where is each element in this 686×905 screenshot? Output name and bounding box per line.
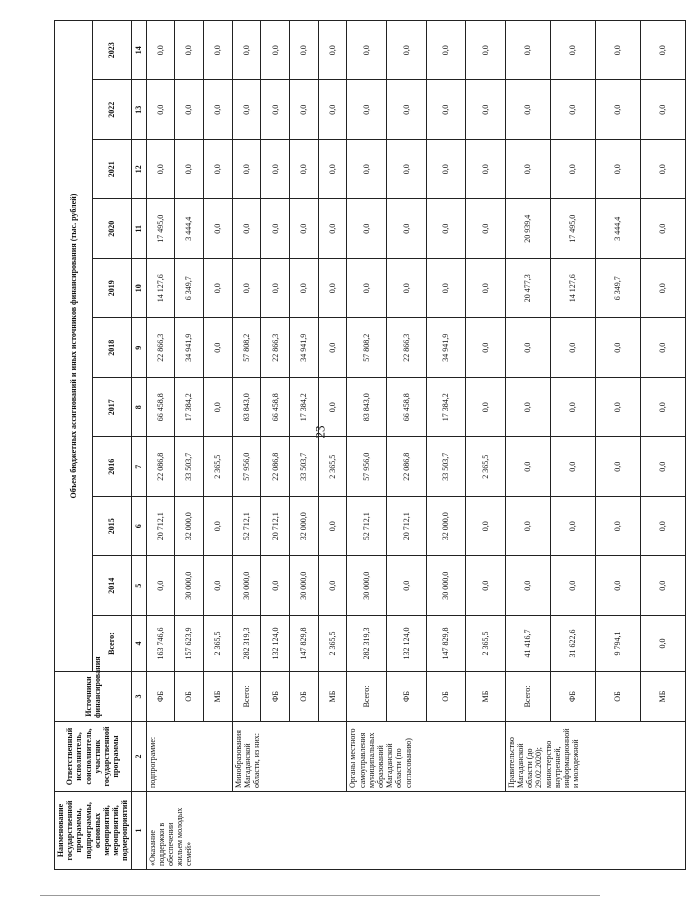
year-value-cell: 0,0 xyxy=(641,318,686,378)
header-year: 2015 xyxy=(93,497,131,557)
header-year: 2017 xyxy=(93,378,131,438)
year-value-cell: 0,0 xyxy=(387,556,427,616)
year-value-cell: 0,0 xyxy=(146,21,175,81)
year-value-cell: 0,0 xyxy=(232,21,261,81)
source-cell: ФБ xyxy=(387,672,427,722)
year-value-cell: 57 956,0 xyxy=(347,437,387,497)
year-value-cell: 30 000,0 xyxy=(175,556,204,616)
year-value-cell: 66 458,8 xyxy=(261,378,290,438)
year-value-cell: 66 458,8 xyxy=(387,378,427,438)
source-cell: МБ xyxy=(641,672,686,722)
year-value-cell: 0,0 xyxy=(466,259,506,319)
year-value-cell: 2 365,5 xyxy=(466,437,506,497)
header-program-name: Наименование государственной программы, подпрограммы, основных мероприятий, мероприятий, подмероприятий xyxy=(55,792,132,870)
year-value-cell: 0,0 xyxy=(261,556,290,616)
year-value-cell: 2 365,5 xyxy=(203,437,232,497)
executor-cell: Органы местного самоуправления муниципальных образований Магаданской области (по согласованию) xyxy=(347,722,506,792)
year-value-cell: 0,0 xyxy=(347,80,387,140)
year-value-cell: 0,0 xyxy=(318,140,347,200)
column-number: 4 xyxy=(131,616,146,672)
year-value-cell: 0,0 xyxy=(318,318,347,378)
year-value-cell: 0,0 xyxy=(175,140,204,200)
year-value-cell: 0,0 xyxy=(641,378,686,438)
year-value-cell: 0,0 xyxy=(318,497,347,557)
year-value-cell: 17 495,0 xyxy=(146,199,175,259)
year-value-cell: 0,0 xyxy=(550,80,595,140)
year-value-cell: 57 956,0 xyxy=(232,437,261,497)
source-cell: ОБ xyxy=(595,672,640,722)
year-value-cell: 0,0 xyxy=(595,21,640,81)
year-value-cell: 0,0 xyxy=(261,80,290,140)
funding-table xyxy=(54,20,686,870)
year-value-cell: 3 444,4 xyxy=(595,199,640,259)
executor-cell: Правительство Магаданской области (до 29.02.2020); министерство внутренней, информационной и молодежной xyxy=(505,722,685,792)
year-value-cell: 32 000,0 xyxy=(290,497,319,557)
year-value-cell: 30 000,0 xyxy=(347,556,387,616)
year-value-cell: 34 941,9 xyxy=(175,318,204,378)
year-value-cell: 0,0 xyxy=(387,21,427,81)
header-source: Источники финансирования xyxy=(55,672,132,722)
year-value-cell: 0,0 xyxy=(466,199,506,259)
program-name-cell: «Оказание поддержки в обеспечении жильем молодых семей» xyxy=(146,792,686,870)
total-value-cell: 2 365,5 xyxy=(318,616,347,672)
year-value-cell: 0,0 xyxy=(203,199,232,259)
year-value-cell: 0,0 xyxy=(261,21,290,81)
year-value-cell: 0,0 xyxy=(550,556,595,616)
total-value-cell: 282 319,3 xyxy=(347,616,387,672)
total-value-cell: 0,0 xyxy=(641,616,686,672)
total-value-cell: 2 365,5 xyxy=(466,616,506,672)
source-cell: МБ xyxy=(318,672,347,722)
year-value-cell: 6 349,7 xyxy=(595,259,640,319)
column-number: 10 xyxy=(131,259,146,319)
year-value-cell: 0,0 xyxy=(550,437,595,497)
year-value-cell: 57 808,2 xyxy=(347,318,387,378)
year-value-cell: 0,0 xyxy=(641,21,686,81)
year-value-cell: 0,0 xyxy=(595,437,640,497)
year-value-cell: 0,0 xyxy=(261,140,290,200)
year-value-cell: 0,0 xyxy=(203,80,232,140)
year-value-cell: 0,0 xyxy=(387,199,427,259)
year-value-cell: 0,0 xyxy=(466,140,506,200)
year-value-cell: 6 349,7 xyxy=(175,259,204,319)
source-cell: ФБ xyxy=(550,672,595,722)
header-total: Всего: xyxy=(93,616,131,672)
year-value-cell: 0,0 xyxy=(175,21,204,81)
table-row xyxy=(347,21,387,870)
year-value-cell: 57 808,2 xyxy=(232,318,261,378)
header-year: 2014 xyxy=(93,556,131,616)
column-number: 5 xyxy=(131,556,146,616)
year-value-cell: 0,0 xyxy=(203,497,232,557)
header-executor: Ответственный исполнитель, соисполнитель, участник государственной программы xyxy=(55,722,132,792)
source-cell: ФБ xyxy=(261,672,290,722)
source-cell: МБ xyxy=(466,672,506,722)
header-year: 2022 xyxy=(93,80,131,140)
year-value-cell: 0,0 xyxy=(261,199,290,259)
year-value-cell: 0,0 xyxy=(466,318,506,378)
year-value-cell: 17 495,0 xyxy=(550,199,595,259)
year-value-cell: 0,0 xyxy=(203,259,232,319)
year-value-cell: 0,0 xyxy=(505,497,550,557)
year-value-cell: 0,0 xyxy=(347,140,387,200)
year-value-cell: 0,0 xyxy=(318,80,347,140)
header-year: 2023 xyxy=(93,21,131,81)
table-row xyxy=(505,21,550,870)
column-number: 3 xyxy=(131,672,146,722)
year-value-cell: 0,0 xyxy=(290,140,319,200)
year-value-cell: 0,0 xyxy=(505,378,550,438)
year-value-cell: 0,0 xyxy=(290,80,319,140)
year-value-cell: 20 939,4 xyxy=(505,199,550,259)
table-row xyxy=(146,21,175,870)
total-value-cell: 132 124,0 xyxy=(387,616,427,672)
year-value-cell: 83 843,0 xyxy=(347,378,387,438)
year-value-cell: 0,0 xyxy=(641,199,686,259)
year-value-cell: 0,0 xyxy=(426,199,466,259)
year-value-cell: 0,0 xyxy=(595,318,640,378)
year-value-cell: 0,0 xyxy=(387,259,427,319)
year-value-cell: 22 866,3 xyxy=(387,318,427,378)
year-value-cell: 0,0 xyxy=(595,80,640,140)
page-bottom-line xyxy=(40,895,600,896)
year-value-cell: 0,0 xyxy=(505,80,550,140)
column-number: 6 xyxy=(131,497,146,557)
year-value-cell: 0,0 xyxy=(203,378,232,438)
year-value-cell: 0,0 xyxy=(505,21,550,81)
year-value-cell: 0,0 xyxy=(505,556,550,616)
year-value-cell: 0,0 xyxy=(347,259,387,319)
year-value-cell: 2 365,5 xyxy=(318,437,347,497)
header-year: 2020 xyxy=(93,199,131,259)
year-value-cell: 22 866,3 xyxy=(261,318,290,378)
year-value-cell: 0,0 xyxy=(426,80,466,140)
year-value-cell: 0,0 xyxy=(347,199,387,259)
header-year: 2018 xyxy=(93,318,131,378)
source-cell: ОБ xyxy=(426,672,466,722)
year-value-cell: 17 384,2 xyxy=(426,378,466,438)
year-value-cell: 0,0 xyxy=(426,259,466,319)
page-number: 23 xyxy=(312,425,327,439)
source-cell: Всего: xyxy=(505,672,550,722)
year-value-cell: 83 843,0 xyxy=(232,378,261,438)
year-value-cell: 0,0 xyxy=(466,80,506,140)
year-value-cell: 0,0 xyxy=(466,497,506,557)
year-value-cell: 0,0 xyxy=(232,80,261,140)
year-value-cell: 0,0 xyxy=(232,140,261,200)
year-value-cell: 0,0 xyxy=(641,80,686,140)
source-cell: ОБ xyxy=(290,672,319,722)
year-value-cell: 0,0 xyxy=(550,497,595,557)
year-value-cell: 52 712,1 xyxy=(232,497,261,557)
year-value-cell: 22 086,8 xyxy=(387,437,427,497)
year-value-cell: 14 127,6 xyxy=(146,259,175,319)
year-value-cell: 0,0 xyxy=(146,140,175,200)
total-value-cell: 31 622,6 xyxy=(550,616,595,672)
year-value-cell: 0,0 xyxy=(318,259,347,319)
column-number: 1 xyxy=(131,792,146,870)
year-value-cell: 0,0 xyxy=(290,21,319,81)
column-number: 14 xyxy=(131,21,146,81)
year-value-cell: 0,0 xyxy=(387,140,427,200)
source-cell: Всего: xyxy=(232,672,261,722)
year-value-cell: 0,0 xyxy=(505,437,550,497)
source-cell: ОБ xyxy=(175,672,204,722)
year-value-cell: 0,0 xyxy=(466,556,506,616)
year-value-cell: 0,0 xyxy=(595,378,640,438)
year-value-cell: 0,0 xyxy=(203,556,232,616)
year-value-cell: 30 000,0 xyxy=(426,556,466,616)
year-value-cell: 0,0 xyxy=(175,80,204,140)
year-value-cell: 0,0 xyxy=(641,140,686,200)
year-value-cell: 52 712,1 xyxy=(347,497,387,557)
executor-cell: Минобразования Магаданской области, из них: xyxy=(232,722,347,792)
total-value-cell: 163 746,6 xyxy=(146,616,175,672)
year-value-cell: 0,0 xyxy=(550,318,595,378)
year-value-cell: 0,0 xyxy=(426,140,466,200)
year-value-cell: 0,0 xyxy=(505,140,550,200)
source-cell: ФБ xyxy=(146,672,175,722)
year-value-cell: 33 503,7 xyxy=(175,437,204,497)
year-value-cell: 0,0 xyxy=(641,437,686,497)
column-number: 9 xyxy=(131,318,146,378)
year-value-cell: 0,0 xyxy=(203,140,232,200)
source-cell: МБ xyxy=(203,672,232,722)
year-value-cell: 3 444,4 xyxy=(175,199,204,259)
year-value-cell: 0,0 xyxy=(505,318,550,378)
header-year: 2016 xyxy=(93,437,131,497)
total-value-cell: 41 416,7 xyxy=(505,616,550,672)
year-value-cell: 0,0 xyxy=(595,140,640,200)
year-value-cell: 22 866,3 xyxy=(146,318,175,378)
column-number: 13 xyxy=(131,80,146,140)
header-year: 2021 xyxy=(93,140,131,200)
year-value-cell: 32 000,0 xyxy=(175,497,204,557)
year-value-cell: 0,0 xyxy=(387,80,427,140)
column-number: 2 xyxy=(131,722,146,792)
year-value-cell: 0,0 xyxy=(595,497,640,557)
year-value-cell: 17 384,2 xyxy=(290,378,319,438)
year-value-cell: 20 477,3 xyxy=(505,259,550,319)
year-value-cell: 30 000,0 xyxy=(290,556,319,616)
executor-cell: подпрограмме: xyxy=(146,722,232,792)
year-value-cell: 0,0 xyxy=(203,318,232,378)
year-value-cell: 0,0 xyxy=(550,140,595,200)
year-value-cell: 0,0 xyxy=(232,199,261,259)
year-value-cell: 0,0 xyxy=(595,556,640,616)
total-value-cell: 9 794,1 xyxy=(595,616,640,672)
year-value-cell: 20 712,1 xyxy=(146,497,175,557)
year-value-cell: 30 000,0 xyxy=(232,556,261,616)
year-value-cell: 0,0 xyxy=(290,259,319,319)
header-funding-title: Объем бюджетных ассигнований и иных источников финансирования (тыс. рублей) xyxy=(55,21,93,672)
year-value-cell: 0,0 xyxy=(641,497,686,557)
year-value-cell: 0,0 xyxy=(426,21,466,81)
year-value-cell: 0,0 xyxy=(466,21,506,81)
year-value-cell: 0,0 xyxy=(261,259,290,319)
year-value-cell: 17 384,2 xyxy=(175,378,204,438)
column-number: 8 xyxy=(131,378,146,438)
year-value-cell: 32 000,0 xyxy=(426,497,466,557)
table-row xyxy=(232,21,261,870)
year-value-cell: 0,0 xyxy=(347,21,387,81)
column-number: 7 xyxy=(131,437,146,497)
year-value-cell: 0,0 xyxy=(146,556,175,616)
year-value-cell: 22 086,8 xyxy=(261,437,290,497)
year-value-cell: 14 127,6 xyxy=(550,259,595,319)
rotated-table-wrapper xyxy=(54,20,668,870)
year-value-cell: 66 458,8 xyxy=(146,378,175,438)
year-value-cell: 22 086,8 xyxy=(146,437,175,497)
year-value-cell: 20 712,1 xyxy=(261,497,290,557)
year-value-cell: 33 503,7 xyxy=(426,437,466,497)
year-value-cell: 34 941,9 xyxy=(426,318,466,378)
year-value-cell: 0,0 xyxy=(203,21,232,81)
year-value-cell: 33 503,7 xyxy=(290,437,319,497)
total-value-cell: 157 623,9 xyxy=(175,616,204,672)
source-cell: Всего: xyxy=(347,672,387,722)
total-value-cell: 147 829,8 xyxy=(290,616,319,672)
header-year: 2019 xyxy=(93,259,131,319)
year-value-cell: 0,0 xyxy=(550,378,595,438)
year-value-cell: 0,0 xyxy=(232,259,261,319)
year-value-cell: 0,0 xyxy=(318,199,347,259)
column-number: 11 xyxy=(131,199,146,259)
year-value-cell: 0,0 xyxy=(318,556,347,616)
year-value-cell: 34 941,9 xyxy=(290,318,319,378)
year-value-cell: 0,0 xyxy=(641,259,686,319)
total-value-cell: 147 829,8 xyxy=(426,616,466,672)
year-value-cell: 0,0 xyxy=(290,199,319,259)
year-value-cell: 0,0 xyxy=(641,556,686,616)
year-value-cell: 0,0 xyxy=(550,21,595,81)
year-value-cell: 0,0 xyxy=(318,378,347,438)
total-value-cell: 282 319,3 xyxy=(232,616,261,672)
total-value-cell: 2 365,5 xyxy=(203,616,232,672)
total-value-cell: 132 124,0 xyxy=(261,616,290,672)
year-value-cell: 20 712,1 xyxy=(387,497,427,557)
column-number: 12 xyxy=(131,140,146,200)
year-value-cell: 0,0 xyxy=(318,21,347,81)
year-value-cell: 0,0 xyxy=(466,378,506,438)
year-value-cell: 0,0 xyxy=(146,80,175,140)
